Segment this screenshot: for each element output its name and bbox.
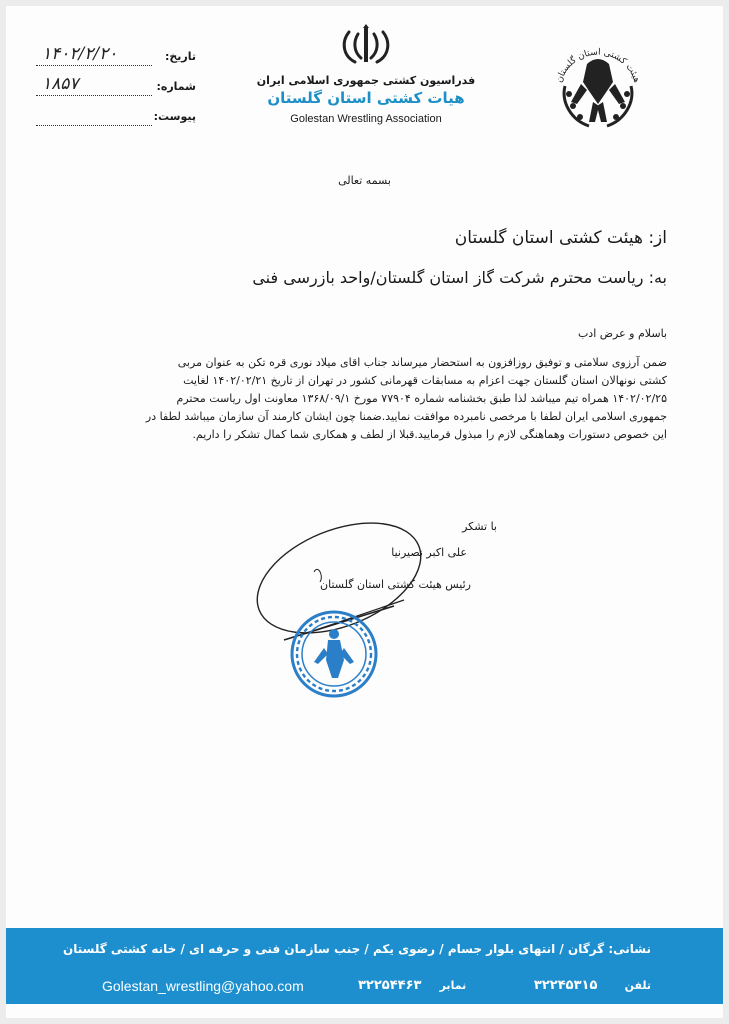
body-line: ۱۴۰۲/۰۲/۲۵ همراه تیم میباشد لذا طبق بخشنامه شماره ۷۷۹۰۴ مورخ ۱۳۶۸/۰۹/۱ معاونت اول ریاست محترم xyxy=(176,392,667,405)
fax-label: نمابر xyxy=(439,979,467,992)
association-name-en: Golestan Wrestling Association xyxy=(290,113,442,125)
date-label: تاریخ: xyxy=(164,50,196,63)
wrestling-logo xyxy=(543,24,653,134)
signer-title: رئیس هیئت کشتی استان گلستان xyxy=(320,578,471,591)
body-line: کشتی نونهالان استان گلستان جهت اعزام به مسابقات قهرمانی کشور در تهران از تاریخ ۱۴۰۲/۰۲/۲۱ لغایت xyxy=(183,374,667,387)
federation-name: فدراسیون کشتی جمهوری اسلامی ایران xyxy=(256,74,476,87)
association-name-fa: هیات کشتی استان گلستان xyxy=(267,89,465,107)
letterhead xyxy=(256,24,476,125)
body-line: جمهوری اسلامی ایران لطفا با مرخصی نامبرده موافقت نمایید.ضمنا چون ایشان کارمند آن سازمان میباشد لطفا در xyxy=(145,410,667,423)
date-field xyxy=(36,44,196,68)
footer-email: Golestan_wrestling@yahoo.com xyxy=(102,978,304,994)
number-value: ۱۸۵۷ xyxy=(42,74,79,94)
to-line: به: ریاست محترم شرکت گاز استان گلستان/واحد بازرسی فنی xyxy=(252,268,667,287)
signer-name: علی اکبر نصیرنیا xyxy=(391,546,467,559)
date-line xyxy=(36,65,152,66)
body-line: ضمن آرزوی سلامتی و توفیق روزافزون به استحضار میرساند جناب اقای میلاد نوری قره تکن به عنوان مربی xyxy=(177,356,667,369)
footer-fax xyxy=(358,978,466,993)
letter-page xyxy=(6,6,723,1018)
date-value: ۱۴۰۲/۲/۲۰ xyxy=(42,44,118,64)
footer-address: نشانی: گرگان / انتهای بلوار جسام / رضوی یکم / جنب سازمان فنی و حرفه ای / خانه کشتی گلستان xyxy=(63,942,651,956)
footer-bar xyxy=(6,928,723,1004)
footer-phone xyxy=(534,978,651,993)
phone-label: تلفن xyxy=(624,979,651,992)
svg-text:هیئت کشتی استان گلستان: هیئت کشتی استان گلستان xyxy=(554,47,642,85)
attachment-field xyxy=(36,110,196,128)
body-line: این خصوص دستورات وهماهنگی لازم را مبذول فرمایید.قبلا از لطف و همکاری شما کمال تشکر را داریم. xyxy=(192,428,667,441)
number-line xyxy=(36,95,152,96)
wrestling-emblem-icon xyxy=(543,24,653,134)
bismillah: بسمه تعالی xyxy=(338,174,391,187)
iran-emblem-icon xyxy=(339,24,393,68)
closing: با تشکر xyxy=(462,520,497,533)
attachment-line xyxy=(36,125,152,126)
salutation: باسلام و عرض ادب xyxy=(577,327,667,340)
number-field xyxy=(36,74,196,98)
official-stamp xyxy=(288,608,380,700)
number-label: شماره: xyxy=(156,80,196,93)
letter-body xyxy=(67,354,667,444)
phone-number: ۳۲۲۴۵۳۱۵ xyxy=(533,978,598,993)
fax-number: ۳۲۲۵۴۴۶۳ xyxy=(358,978,422,993)
attachment-label: پیوست: xyxy=(153,110,196,123)
from-line: از: هیئت کشتی استان گلستان xyxy=(454,228,667,248)
